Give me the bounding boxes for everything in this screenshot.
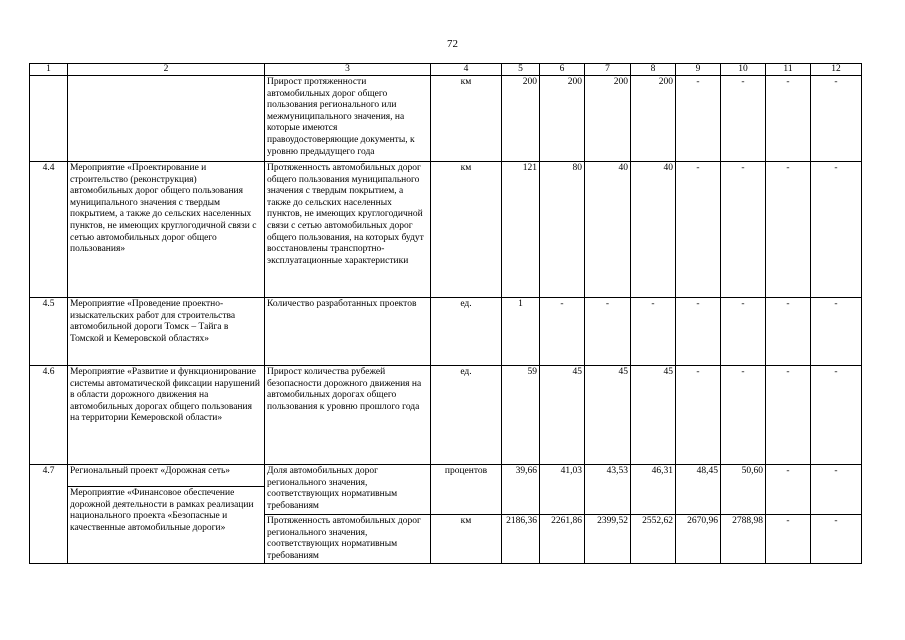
value-cell: 2186,36: [502, 515, 540, 564]
value-cell: -: [766, 465, 811, 515]
value-cell: -: [766, 366, 811, 465]
value-cell: 45: [631, 366, 676, 465]
header-cell: 3: [265, 64, 431, 76]
unit: км: [431, 515, 502, 564]
header-cell: 10: [721, 64, 766, 76]
value-cell: 200: [631, 76, 676, 162]
measure-name: Мероприятие «Проведение проектно-изыскательских работ для строительства автомобильной дороги Томск – Тайга в Томской и Кемеровской областях»: [68, 298, 265, 366]
table-row: [30, 162, 862, 298]
indicator-name: Доля автомобильных дорог регионального значения, соответствующих нормативным требованиям: [265, 465, 431, 515]
value-cell: -: [766, 298, 811, 366]
row-number: 4.5: [30, 298, 68, 366]
unit: процентов: [431, 465, 502, 515]
indicator-name: Количество разработанных проектов: [265, 298, 431, 366]
indicator-name: Прирост количества рубежей безопасности дорожного движения на автомобильных дорогах общего пользования к уровню прошлого года: [265, 366, 431, 465]
value-cell: 43,53: [585, 465, 631, 515]
column-number-row: [30, 64, 862, 76]
header-cell: 1: [30, 64, 68, 76]
header-cell: 7: [585, 64, 631, 76]
header-cell: 6: [540, 64, 585, 76]
value-cell: 40: [585, 162, 631, 298]
header-cell: 4: [431, 64, 502, 76]
header-cell: 12: [811, 64, 862, 76]
value-cell: -: [811, 465, 862, 515]
row-number: 4.6: [30, 366, 68, 465]
table-row: [30, 298, 862, 366]
value-cell: 48,45: [676, 465, 721, 515]
unit: ед.: [431, 298, 502, 366]
value-cell: 200: [502, 76, 540, 162]
header-cell: 2: [68, 64, 265, 76]
value-cell: -: [721, 76, 766, 162]
value-cell: -: [631, 298, 676, 366]
value-cell: -: [811, 366, 862, 465]
value-cell: -: [676, 162, 721, 298]
measure-name: Мероприятие «Проектирование и строительство (реконструкция) автомобильных дорог общего пользования муниципального значения с твердым покрытием, а также до сельских населенных пунктов, не имеющих круглогодичной связи с сетью автомобильных дорог общего пользования»: [68, 162, 265, 298]
value-cell: 2261,86: [540, 515, 585, 564]
value-cell: -: [585, 298, 631, 366]
value-cell: 46,31: [631, 465, 676, 515]
unit: ед.: [431, 366, 502, 465]
row-number: 4.7: [30, 465, 68, 564]
value-cell: -: [811, 162, 862, 298]
measure-name: Мероприятие «Развитие и функционирование системы автоматической фиксации нарушений в области дорожного движения на автомобильных дорогах общего пользования на территории Кемеровской области»: [68, 366, 265, 465]
value-cell: 2552,62: [631, 515, 676, 564]
value-cell: 1: [502, 298, 540, 366]
value-cell: 40: [631, 162, 676, 298]
value-cell: 39,66: [502, 465, 540, 515]
value-cell: -: [811, 298, 862, 366]
value-cell: -: [540, 298, 585, 366]
value-cell: 41,03: [540, 465, 585, 515]
value-cell: -: [721, 366, 766, 465]
value-cell: -: [766, 162, 811, 298]
value-cell: 45: [540, 366, 585, 465]
value-cell: 121: [502, 162, 540, 298]
value-cell: -: [811, 76, 862, 162]
indicator-name: Протяженность автомобильных дорог общего пользования муниципального значения с твердым покрытием, а также до сельских населенных пунктов, не имеющих круглогодичной связи с сетью автомобильных дорог общего пользования, на которых будут восстановлены транспортно-эксплуатационные характеристики: [265, 162, 431, 298]
value-cell: 2670,96: [676, 515, 721, 564]
value-cell: 200: [585, 76, 631, 162]
value-cell: -: [766, 515, 811, 564]
value-cell: -: [676, 366, 721, 465]
table-row: [30, 366, 862, 465]
measure-name: [68, 76, 265, 162]
header-cell: 9: [676, 64, 721, 76]
value-cell: 45: [585, 366, 631, 465]
value-cell: -: [721, 162, 766, 298]
value-cell: -: [811, 515, 862, 564]
header-cell: 5: [502, 64, 540, 76]
header-cell: 8: [631, 64, 676, 76]
measure-name: Мероприятие «Финансовое обеспечение дорожной деятельности в рамках реализации национального проекта «Безопасные и качественные автомобильные дороги»: [68, 487, 265, 564]
row-number: 4.4: [30, 162, 68, 298]
page-number: 72: [447, 38, 458, 50]
header-cell: 11: [766, 64, 811, 76]
value-cell: -: [766, 76, 811, 162]
value-cell: -: [721, 298, 766, 366]
value-cell: -: [676, 76, 721, 162]
unit: км: [431, 76, 502, 162]
table-row: [30, 76, 862, 162]
value-cell: 59: [502, 366, 540, 465]
measure-name: Региональный проект «Дорожная сеть»: [68, 465, 265, 487]
value-cell: 80: [540, 162, 585, 298]
value-cell: 2788,98: [721, 515, 766, 564]
indicators-table: [29, 63, 862, 564]
value-cell: 200: [540, 76, 585, 162]
indicator-name: Протяженность автомобильных дорог регионального значения, соответствующих нормативным требованиям: [265, 515, 431, 564]
indicator-name: Прирост протяженности автомобильных дорог общего пользования регионального или межмуниципального значения, на которые имеются правоудостоверяющие документы, к уровню предыдущего года: [265, 76, 431, 162]
table-row: [30, 465, 862, 487]
value-cell: 2399,52: [585, 515, 631, 564]
value-cell: 50,60: [721, 465, 766, 515]
unit: км: [431, 162, 502, 298]
value-cell: -: [676, 298, 721, 366]
row-number: [30, 76, 68, 162]
